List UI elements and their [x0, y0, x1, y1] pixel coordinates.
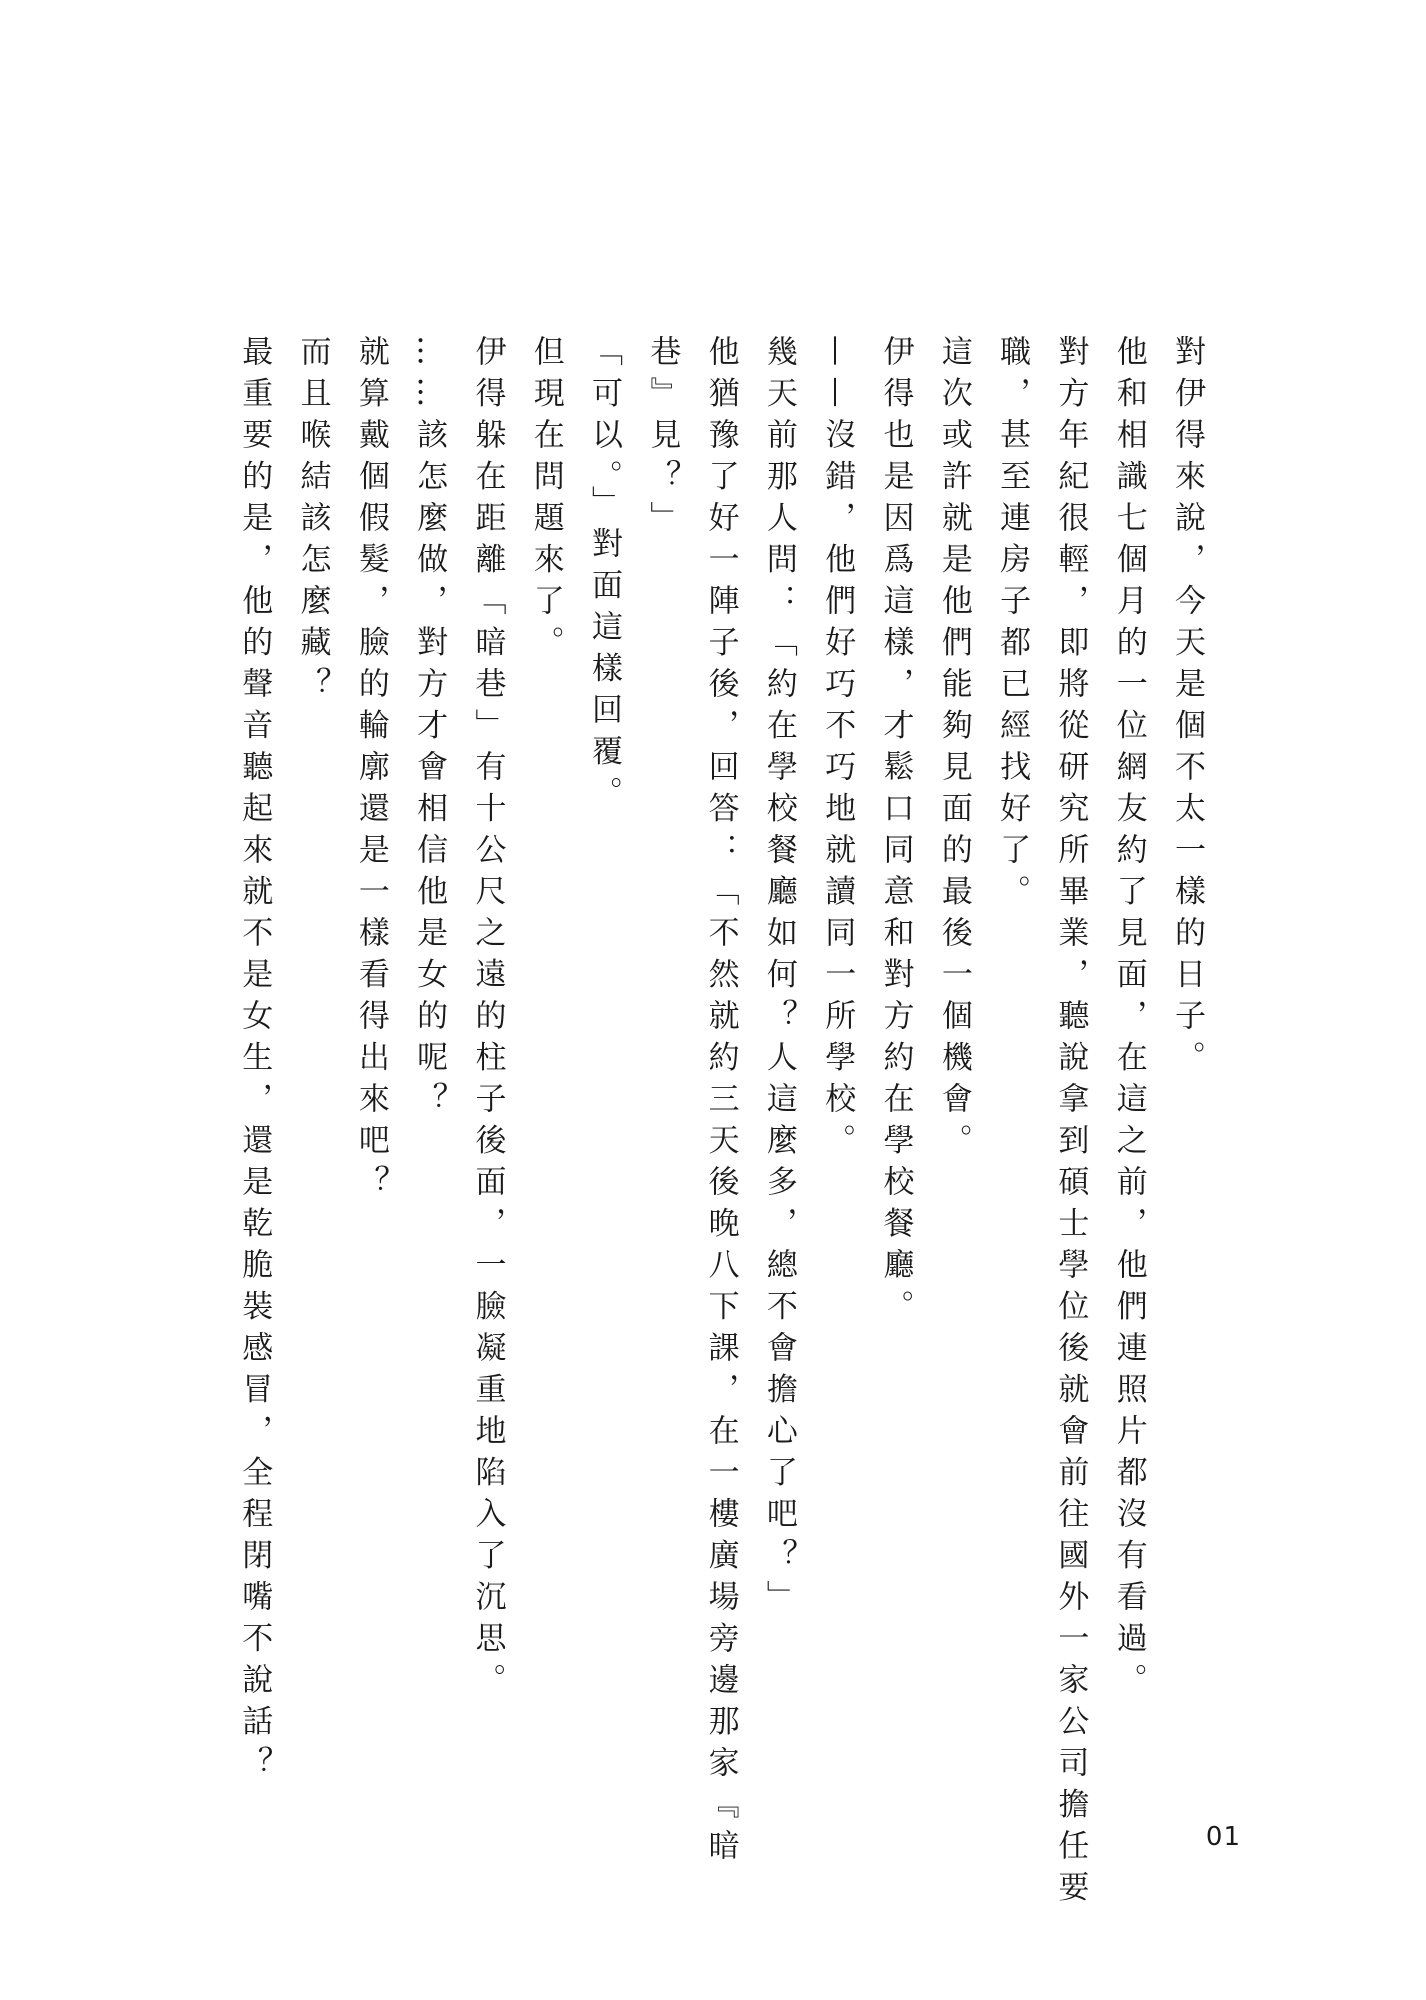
text-line: 這次或許就是他們能夠見面的最後一個機會。: [935, 335, 972, 1165]
text-line: 「可以。」對面這樣回覆。: [586, 335, 623, 818]
text-line: 而且喉結該怎麼藏？: [294, 335, 331, 709]
text-line: 就算戴個假髮，臉的輪廓還是一樣看得出來吧？: [352, 335, 389, 1207]
text-line: ……該怎麼做，對方才會相信他是女的呢？: [411, 335, 448, 1124]
text-line: 伊得也是因爲這樣，才鬆口同意和對方約在學校餐廳。: [877, 335, 914, 1331]
text-line: 他猶豫了好一陣子後，回答：「不然就約三天後晚八下課，在一樓廣場旁邊那家『暗: [702, 335, 739, 1871]
text-line: 伊得躲在距離「暗巷」有十公尺之遠的柱子後面，一臉凝重地陷入了沉思。: [469, 335, 506, 1705]
text-line: 巷』見？」: [644, 335, 681, 543]
text-line: ——沒錯，他們好巧不巧地就讀同一所學校。: [819, 335, 856, 1165]
text-line: 對方年紀很輕，即將從研究所畢業，聽說拿到碩士學位後就會前往國外一家公司擔任要: [1052, 335, 1089, 1912]
text-line: 但現在問題來了。: [527, 335, 564, 667]
text-line: 幾天前那人問：「約在學校餐廳如何？人這麼多，總不會擔心了吧？」: [760, 335, 797, 1622]
text-line: 他和相識七個月的一位網友約了見面，在這之前，他們連照片都沒有看過。: [1110, 335, 1147, 1705]
vertical-text-body: [225, 335, 1216, 1912]
page-number: 01: [1205, 1822, 1241, 1852]
text-line: 對伊得來說，今天是個不太一樣的日子。: [1169, 335, 1205, 1082]
text-line: 職，甚至連房子都已經找好了。: [994, 335, 1031, 916]
text-line: 最重要的是，他的聲音聽起來就不是女生，還是乾脆裝感冒，全程閉嘴不說話？: [236, 335, 273, 1788]
